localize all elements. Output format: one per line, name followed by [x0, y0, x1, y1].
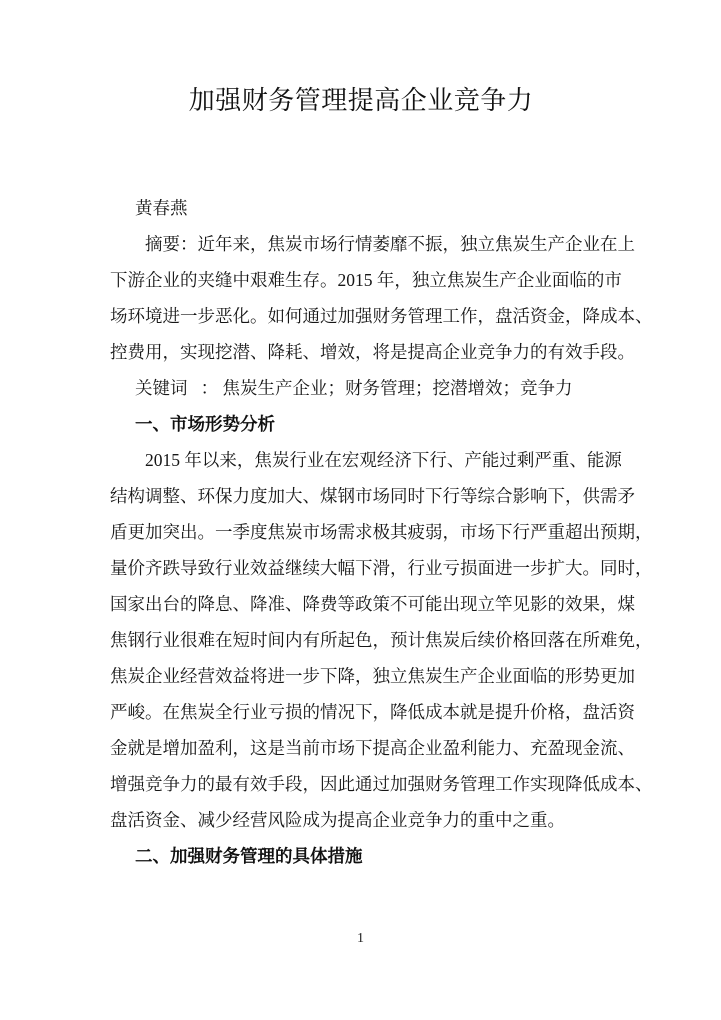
keywords-line: 关键词 ： 焦炭生产企业；财务管理；挖潜增效；竞争力 — [135, 378, 573, 398]
body-line: 增强竞争力的最有效手段，因此通过加强财务管理工作实现降低成本、 — [110, 774, 653, 794]
section-heading-2: 二、加强财务管理的具体措施 — [135, 846, 363, 866]
body-line: 国家出台的降息、降准、降费等政策不可能出现立竿见影的效果，煤 — [110, 594, 635, 614]
body-line: 量价齐跌导致行业效益继续大幅下滑，行业亏损面进一步扩大。同时， — [110, 558, 653, 578]
body-line: 盘活资金、减少经营风险成为提高企业竞争力的重中之重。 — [110, 810, 565, 830]
body-line: 金就是增加盈利，这是当前市场下提高企业盈利能力、充盈现金流、 — [110, 738, 635, 758]
document-content — [110, 0, 653, 874]
abstract-line: 控费用，实现挖潜、降耗、增效，将是提高企业竞争力的有效手段。 — [110, 342, 635, 362]
page-number: 1 — [357, 931, 364, 946]
abstract-line: 摘要：近年来，焦炭市场行情萎靡不振，独立焦炭生产企业在上 — [145, 234, 635, 254]
body-line: 2015 年以来，焦炭行业在宏观经济下行、产能过剩严重、能源 — [145, 450, 622, 470]
abstract-line: 下游企业的夹缝中艰难生存。2015 年，独立焦炭生产企业面临的市 — [110, 270, 622, 290]
body-line: 焦炭企业经营效益将进一步下降，独立焦炭生产企业面临的形势更加 — [110, 666, 635, 686]
author-name: 黄春燕 — [135, 198, 188, 218]
body-line: 严峻。在焦炭全行业亏损的情况下，降低成本就是提升价格，盘活资 — [110, 702, 635, 722]
body-line: 结构调整、环保力度加大、煤钢市场同时下行等综合影响下，供需矛 — [110, 486, 635, 506]
body-line: 盾更加突出。一季度焦炭市场需求极其疲弱，市场下行严重超出预期， — [110, 522, 653, 542]
abstract-block — [110, 226, 653, 370]
body-line: 焦钢行业很难在短时间内有所起色，预计焦炭后续价格回落在所难免， — [110, 630, 653, 650]
section-1-paragraph — [110, 442, 653, 838]
abstract-line: 场环境进一步恶化。如何通过加强财务管理工作，盘活资金，降成本、 — [110, 306, 653, 326]
page-title: 加强财务管理提高企业竞争力 — [188, 86, 534, 115]
section-heading-1: 一、市场形势分析 — [135, 414, 275, 434]
